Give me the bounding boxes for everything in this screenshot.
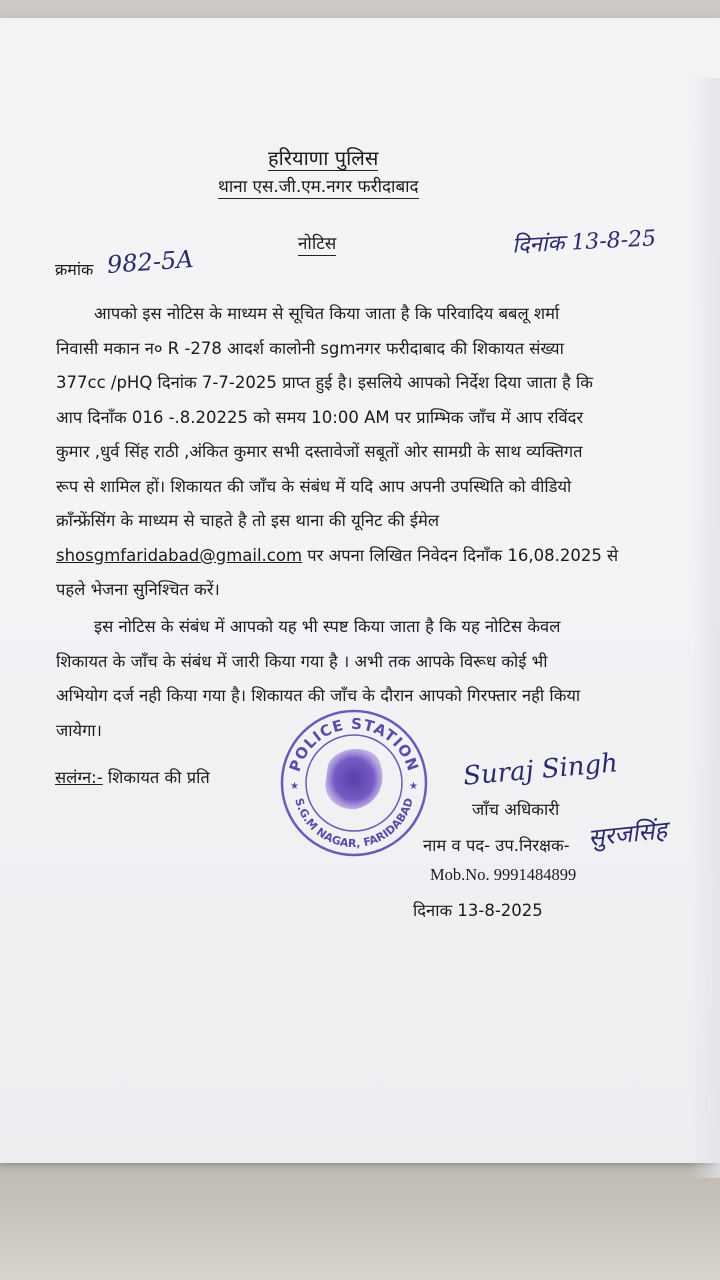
stamp-top-text: POLICE STATION <box>285 714 423 774</box>
notice-title: नोटिस <box>298 234 337 254</box>
officer-title: जाँच अधिकारी <box>472 800 560 819</box>
police-station-stamp <box>276 705 431 860</box>
header-org: हरियाणा पुलिस <box>268 146 379 170</box>
para2-line: अभियोग दर्ज नही किया गया है। शिकायत की जाँच के दौरान आपको गिरफ्तार नही किया <box>56 686 581 705</box>
officer-signature: Suraj Singh <box>461 748 620 792</box>
stamp-bottom-text: S.G.M NAGAR, FARIDABAD <box>292 796 416 851</box>
body-line: आप दिनाँक 016 -.8.20225 को समय 10:00 AM पर प्राम्भिक जाँच में आप रविंदर <box>56 407 584 427</box>
notice-body <box>56 297 652 608</box>
reference-number-handwritten: 982-5A <box>106 245 195 279</box>
header-station: थाना एस.जी.एम.नगर फरीदाबाद <box>218 177 419 197</box>
enclosure: सलंग्न:- शिकायत की प्रति <box>55 768 210 787</box>
para2-line: इस नोटिस के संबंध में आपको यह भी स्पष्ट किया जाता है कि यह नोटिस केवल <box>94 617 561 636</box>
body-line: पहले भेजना सुनिश्चित करें। <box>56 580 220 599</box>
date-handwritten: दिनांक 13-8-25 <box>511 226 657 259</box>
star-icon: ★ <box>409 781 418 792</box>
officer-name-label: नाम व पद- उप.निरक्षक- <box>423 836 570 855</box>
body-line: shosgmfaridabad@gmail.com पर अपना लिखित निवेदन दिनाँक 16,08.2025 से <box>56 545 619 565</box>
body-line: 377cc /pHQ दिनांक 7-7-2025 प्राप्त हुई है। इसलिये आपको निर्देश दिया जाता है कि <box>56 373 593 392</box>
star-icon: ★ <box>290 781 299 792</box>
para2-line: जायेगा। <box>56 720 102 740</box>
signature-date: दिनाक 13-8-2025 <box>413 901 543 920</box>
body-line: क्राँन्फ्रेंसिंग के माध्यम से चाहते है तो इस थाना की यूनिट की ईमेल <box>56 511 440 530</box>
para2-line: शिकायत के जाँच के संबंध में जारी किया गया है । अभी तक आपके विरूध कोई भी <box>56 651 548 671</box>
body-line: कुमार ,धुर्व सिंह राठी ,अंकित कुमार सभी दस्तावेजों सबूतों ओर सामग्री के साथ व्यक्तिगत <box>56 442 583 461</box>
reference-label: क्रमांक <box>55 260 94 279</box>
paper-shadow <box>690 78 720 1178</box>
email-address: shosgmfaridabad@gmail.com <box>56 545 303 565</box>
body-line: रूप से शामिल हों। शिकायत की जाँच के संबंध में यदि आप अपनी उपस्थिति को वीडियो <box>56 476 572 496</box>
background-surface <box>0 1163 720 1280</box>
officer-name-handwritten: सुरजसिंह <box>586 815 669 853</box>
body-line: आपको इस नोटिस के माध्यम से सूचित किया जाता है कि परिवादिय बबलू शर्मा <box>94 304 560 323</box>
officer-mobile: Mob.No. 9991484899 <box>430 865 577 884</box>
body-line: निवासी मकान न० R -278 आदर्श कालोनी sgmनगर फरीदाबाद की शिकायत संख्या <box>56 338 564 358</box>
